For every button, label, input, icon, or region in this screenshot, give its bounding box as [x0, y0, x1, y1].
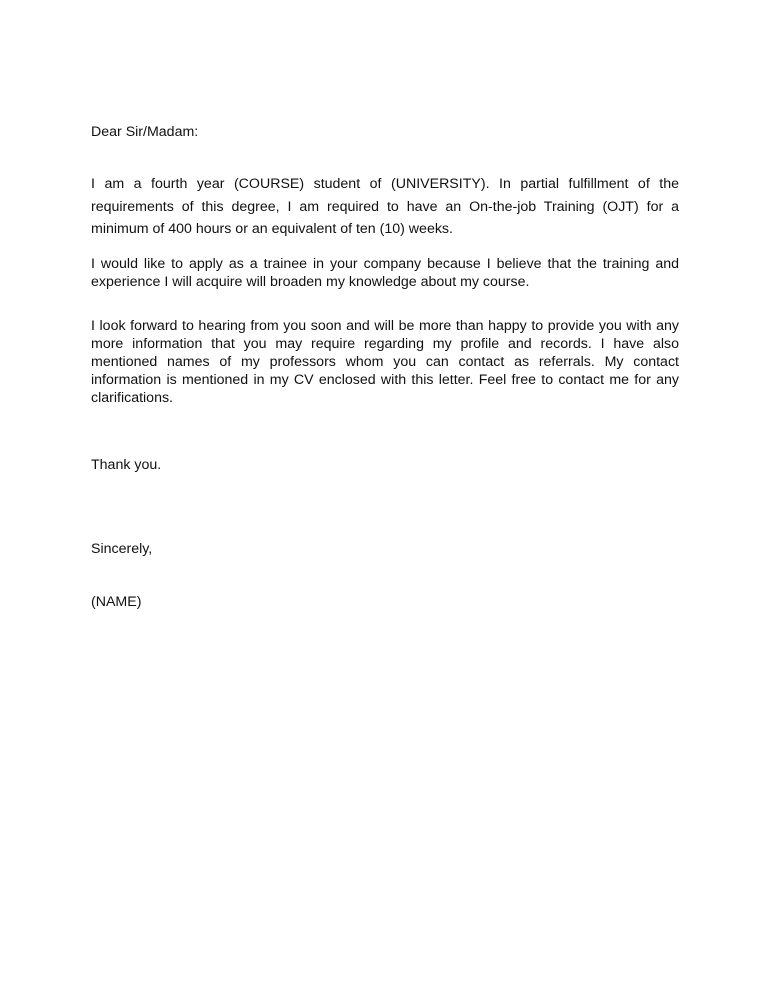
- letter-thanks: Thank you.: [91, 457, 162, 473]
- letter-greeting: Dear Sir/Madam:: [91, 124, 199, 140]
- letter-closing: Sincerely,: [91, 541, 153, 557]
- letter-signature-name: (NAME): [91, 594, 142, 610]
- letter-paragraph-application: I would like to apply as a trainee in your company because I believe that the training and experience I will acquire will broaden my knowledge about my course.: [91, 256, 679, 290]
- letter-paragraph-intro: I am a fourth year (COURSE) student of (UNIVERSITY). In partial fulfillment of the requirements of this degree, I am required to have an On-the-job Training (OJT) for a minimum of 400 hours or an equivalent of ten (10) weeks.: [91, 176, 679, 237]
- letter-paragraph-followup: I look forward to hearing from you soon and will be more than happy to provide you with any more information that you may require regarding my profile and records. I have also mentioned names of my professors whom you can contact as referrals. My contact information is mentioned in my CV enclosed with this letter. Feel free to contact me for any clarifications.: [91, 318, 679, 406]
